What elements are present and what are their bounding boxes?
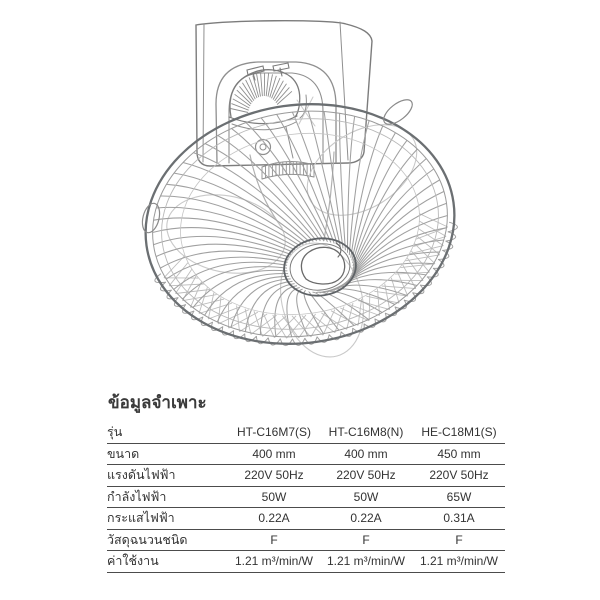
spec-cell: 220V 50Hz: [319, 465, 413, 487]
spec-row-label: รุ่น: [107, 422, 229, 443]
spec-cell: 450 mm: [413, 443, 505, 465]
spec-row-label: วัสดุฉนวนชนิด: [107, 529, 229, 551]
spec-row-label: ขนาด: [107, 443, 229, 465]
spec-cell: 0.31A: [413, 508, 505, 530]
spec-cell: 400 mm: [319, 443, 413, 465]
spec-cell: F: [319, 529, 413, 551]
spec-row-insulation: [107, 529, 505, 551]
spec-row-voltage: [107, 465, 505, 487]
spec-cell: 1.21 m³/min/W: [229, 551, 319, 573]
spec-title: ข้อมูลจำเพาะ: [108, 393, 207, 412]
spec-row-service-value: [107, 551, 505, 573]
spec-cell: 400 mm: [229, 443, 319, 465]
spec-row-label: กำลังไฟฟ้า: [107, 486, 229, 508]
spec-cell: 0.22A: [319, 508, 413, 530]
spec-cell: 1.21 m³/min/W: [319, 551, 413, 573]
spec-row-power: [107, 486, 505, 508]
spec-cell: HT-C16M7(S): [229, 422, 319, 443]
spec-cell: HT-C16M8(N): [319, 422, 413, 443]
spec-cell: 0.22A: [229, 508, 319, 530]
spec-row-label: กระแสไฟฟ้า: [107, 508, 229, 530]
spec-cell: 1.21 m³/min/W: [413, 551, 505, 573]
spec-row-label: ค่าใช้งาน: [107, 551, 229, 573]
spec-cell: 50W: [229, 486, 319, 508]
spec-row-current: [107, 508, 505, 530]
spec-cell: F: [413, 529, 505, 551]
spec-row-label: แรงดันไฟฟ้า: [107, 465, 229, 487]
spec-row-size: [107, 443, 505, 465]
spec-cell: F: [229, 529, 319, 551]
spec-cell: 65W: [413, 486, 505, 508]
spec-cell: 50W: [319, 486, 413, 508]
spec-cell: HE-C18M1(S): [413, 422, 505, 443]
spec-row-model: [107, 422, 505, 443]
spec-section: [107, 393, 505, 573]
spec-cell: 220V 50Hz: [229, 465, 319, 487]
spec-table: [107, 422, 505, 573]
spec-cell: 220V 50Hz: [413, 465, 505, 487]
